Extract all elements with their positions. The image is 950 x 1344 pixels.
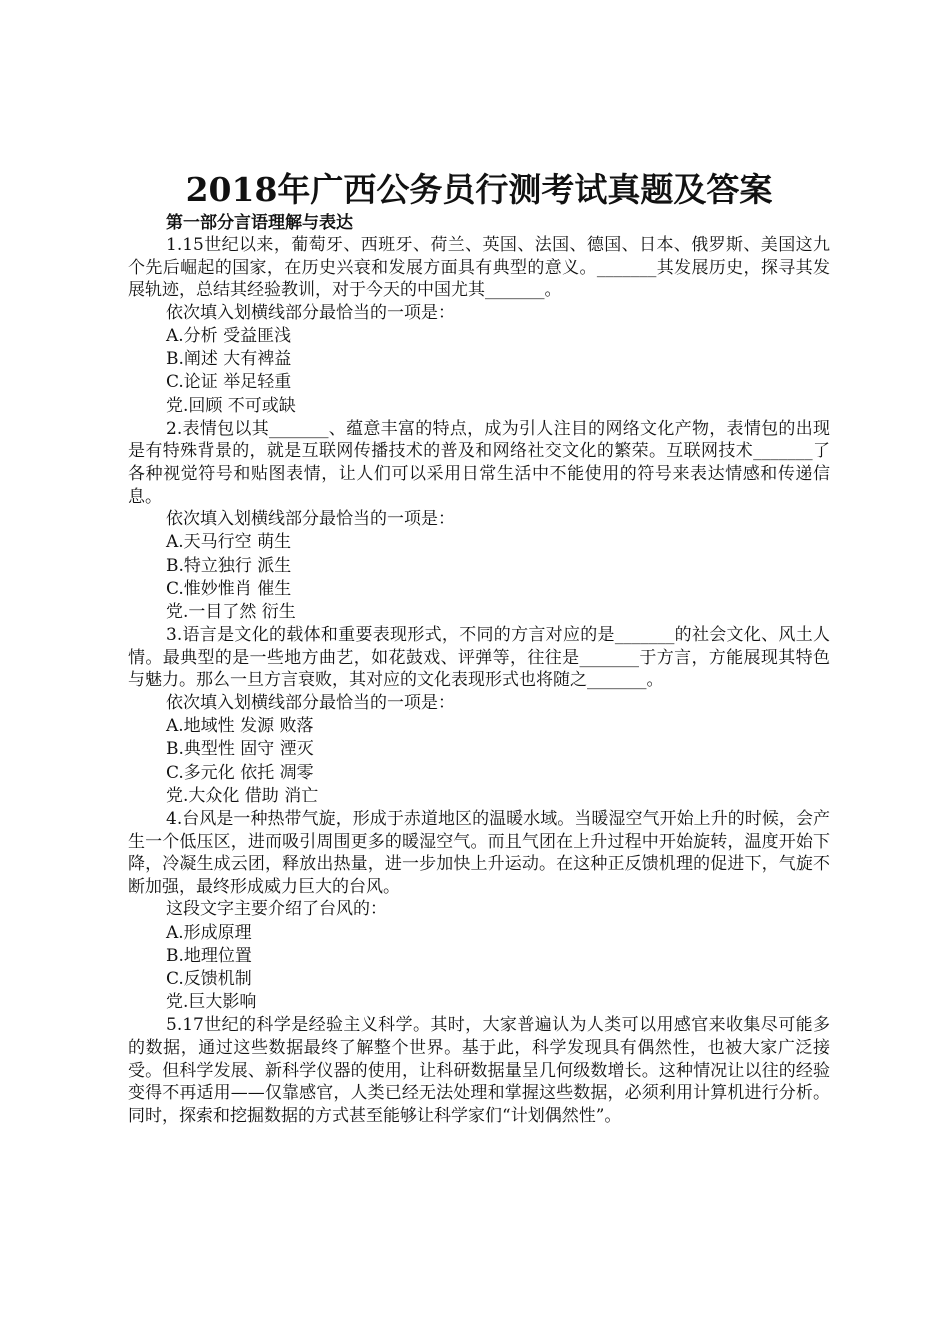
- option-c: C.论证 举足轻重: [166, 372, 292, 393]
- option-d: 党.大众化 借助 消亡: [166, 785, 319, 806]
- option-a: A.形成原理: [166, 922, 252, 943]
- option-c: C.多元化 依托 凋零: [166, 762, 314, 783]
- option-b: B.典型性 固守 湮灭: [166, 739, 314, 760]
- option-b: B.地理位置: [166, 945, 252, 966]
- question-stem: 5.17世纪的科学是经验主义科学。其时，大家普遍认为人类可以用感官来收集尽可能多的数据，通过这些数据最终了解整个世界。基于此，科学发现具有偶然性，也被大家广泛接受。但科学发展、新科学仪器的使用，让科研数据量呈几何级数增长。这种情况让以往的经验变得不再适用——仅靠感官，人类已经无法处理和掌握这些数据，必须利用计算机进行分析。同时，探索和挖掘数据的方式甚至能够让科学家们“计划偶然性”。: [128, 1015, 830, 1126]
- option-c: C.反馈机制: [166, 968, 252, 989]
- question-stem: 4.台风是一种热带气旋，形成于赤道地区的温暖水域。当暖湿空气开始上升的时候，会产生一个低压区，进而吸引周围更多的暖湿空气。而且气团在上升过程中开始旋转，温度开始下降，冷凝生成云团，释放出热量，进一步加快上升运动。在这种正反馈机理的促进下，气旋不断加强，最终形成威力巨大的台风。: [128, 808, 830, 897]
- option-b: B.阐述 大有裨益: [166, 349, 292, 370]
- question-stem: 3.语言是文化的载体和重要表现形式，不同的方言对应的是_______的社会文化、风土人情。最典型的是一些地方曲艺，如花鼓戏、评弹等，往往是_______于方言，方能展现其特色与魅力。那么一旦方言衰败，其对应的文化表现形式也将随之_______。: [128, 625, 830, 691]
- question-prompt: 依次填入划横线部分最恰当的一项是：: [166, 509, 455, 530]
- question-stem: 2.表情包以其_______、蕴意丰富的特点，成为引人注目的网络文化产物，表情包的出现是有特殊背景的，就是互联网传播技术的普及和网络社交文化的繁荣。互联网技术_______了各种视觉符号和贴图表情，让人们可以采用日常生活中不能使用的符号来表达情感和传递信息。: [128, 418, 830, 507]
- option-d: 党.一目了然 衍生: [166, 601, 296, 622]
- document-page: [128, 168, 830, 1127]
- option-c: C.惟妙惟肖 催生: [166, 578, 292, 599]
- question-3: [128, 624, 830, 808]
- option-a: A.天马行空 萌生: [166, 532, 292, 553]
- option-d: 党.回顾 不可或缺: [166, 395, 296, 416]
- option-a: A.地域性 发源 败落: [166, 716, 314, 737]
- question-stem: 1.15世纪以来，葡萄牙、西班牙、荷兰、英国、法国、德国、日本、俄罗斯、美国这九个先后崛起的国家，在历史兴衰和发展方面具有典型的意义。_______其发展历史，探寻其发展轨迹，总结其经验教训，对于今天的中国尤其_______。: [128, 235, 830, 301]
- option-b: B.特立独行 派生: [166, 555, 292, 576]
- question-5: [128, 1014, 830, 1127]
- question-2: [128, 418, 830, 624]
- option-a: A.分析 受益匪浅: [166, 325, 292, 346]
- document-title: 2018年广西公务员行测考试真题及答案: [185, 170, 773, 209]
- question-4: [128, 808, 830, 1014]
- option-d: 党.巨大影响: [166, 992, 257, 1013]
- question-prompt: 依次填入划横线部分最恰当的一项是：: [166, 692, 455, 713]
- section-heading: 第一部分言语理解与表达: [166, 213, 353, 233]
- question-prompt: 依次填入划横线部分最恰当的一项是：: [166, 302, 455, 323]
- question-1: [128, 234, 830, 418]
- question-prompt: 这段文字主要介绍了台风的：: [166, 899, 387, 920]
